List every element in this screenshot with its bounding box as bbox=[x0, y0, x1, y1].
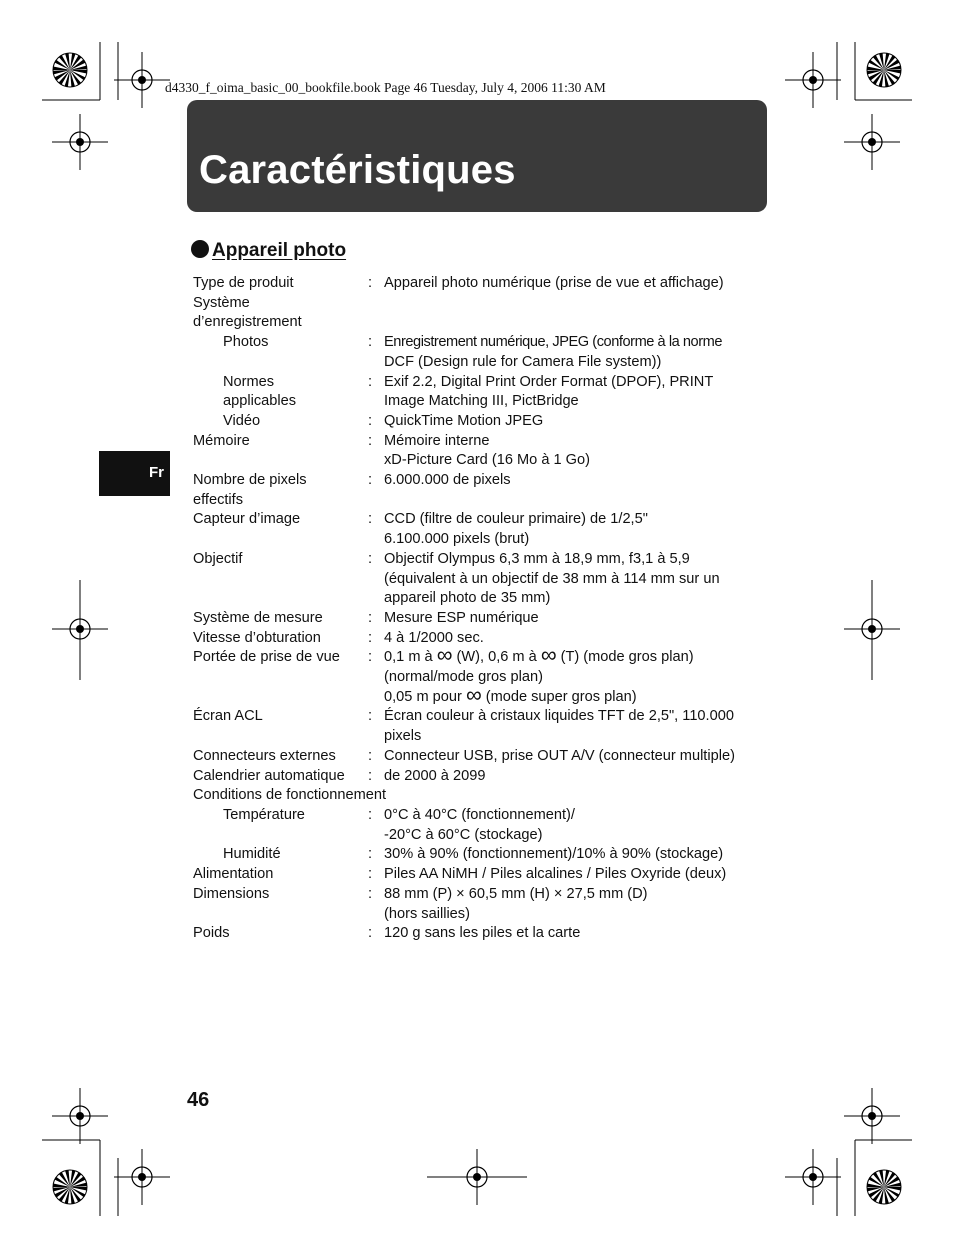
spec-value: QuickTime Motion JPEG bbox=[384, 412, 544, 429]
spec-label bbox=[193, 589, 368, 609]
spec-label: Nombre de pixels bbox=[193, 472, 307, 489]
spec-separator bbox=[368, 530, 384, 550]
spec-row bbox=[193, 905, 763, 925]
spec-value: Appareil photo numérique (prise de vue et affichage) bbox=[384, 275, 724, 291]
spec-value bbox=[384, 786, 763, 806]
spec-label: Mémoire bbox=[193, 432, 250, 449]
spec-separator: : bbox=[368, 925, 373, 942]
spec-value: 0°C à 40°C (fonctionnement)/ bbox=[384, 806, 575, 823]
spec-value bbox=[384, 294, 763, 314]
spec-value bbox=[384, 491, 763, 511]
spec-separator: : bbox=[368, 629, 373, 646]
spec-value: de 2000 à 2099 bbox=[384, 767, 486, 784]
spec-row bbox=[193, 530, 763, 550]
spec-label: Système bbox=[193, 294, 250, 311]
spec-row bbox=[193, 313, 763, 333]
spec-separator bbox=[368, 905, 384, 925]
spec-value-part: 0,1 m à bbox=[384, 649, 433, 666]
spec-value: Piles AA NiMH / Piles alcalines / Piles Oxyride (deux) bbox=[384, 866, 727, 883]
spec-separator: : bbox=[368, 866, 373, 883]
spec-label bbox=[193, 826, 368, 846]
spec-value: 30% à 90% (fonctionnement)/10% à 90% (stockage) bbox=[384, 846, 724, 863]
spec-row bbox=[193, 629, 763, 649]
spec-label bbox=[193, 688, 368, 708]
spec-separator: : bbox=[368, 550, 373, 567]
spec-separator: : bbox=[368, 767, 373, 784]
spec-row bbox=[193, 333, 763, 353]
page-number: 46 bbox=[187, 1089, 210, 1111]
spec-row bbox=[193, 747, 763, 767]
spec-row bbox=[193, 806, 763, 826]
spec-value: Écran couleur à cristaux liquides TFT de 2,5", 110.000 bbox=[384, 708, 734, 725]
spec-row bbox=[193, 845, 763, 865]
spec-value bbox=[384, 313, 763, 333]
spec-separator: : bbox=[368, 747, 373, 764]
spec-row bbox=[193, 826, 763, 846]
spec-separator bbox=[368, 353, 384, 373]
spec-label: applicables bbox=[223, 393, 297, 410]
spec-row bbox=[193, 767, 763, 787]
spec-label: d’enregistrement bbox=[193, 314, 302, 331]
spec-separator: : bbox=[368, 885, 373, 902]
section-heading bbox=[191, 240, 346, 262]
spec-separator bbox=[368, 294, 384, 314]
spec-label bbox=[193, 570, 368, 590]
spec-row bbox=[193, 589, 763, 609]
spec-row bbox=[193, 451, 763, 471]
spec-value-part: (T) (mode gros plan) bbox=[560, 649, 694, 666]
spec-row bbox=[193, 924, 763, 944]
spec-label bbox=[193, 905, 368, 925]
infinity-icon: ∞ bbox=[436, 642, 453, 668]
spec-separator bbox=[368, 589, 384, 609]
spec-table bbox=[193, 274, 763, 944]
spec-row bbox=[193, 727, 763, 747]
spec-label bbox=[193, 530, 368, 550]
spec-separator: : bbox=[368, 649, 373, 666]
spec-row bbox=[193, 786, 763, 806]
spec-label bbox=[193, 727, 368, 747]
spec-label: Conditions de fonctionnement bbox=[193, 787, 387, 804]
spec-row bbox=[193, 510, 763, 530]
spec-separator bbox=[368, 491, 384, 511]
spec-separator bbox=[368, 392, 384, 412]
spec-value: 88 mm (P) × 60,5 mm (H) × 27,5 mm (D) bbox=[384, 885, 648, 902]
spec-separator bbox=[368, 570, 384, 590]
spec-row bbox=[193, 550, 763, 570]
spec-label: Alimentation bbox=[193, 866, 274, 883]
spec-separator bbox=[368, 688, 384, 708]
spec-row bbox=[193, 373, 763, 393]
spec-row bbox=[193, 491, 763, 511]
spec-label: Système de mesure bbox=[193, 609, 323, 626]
spec-row bbox=[193, 412, 763, 432]
spec-value: Mémoire interne bbox=[384, 432, 490, 449]
spec-label: Température bbox=[223, 806, 305, 823]
spec-row bbox=[193, 432, 763, 452]
spec-value: -20°C à 60°C (stockage) bbox=[384, 826, 543, 843]
spec-value: 120 g sans les piles et la carte bbox=[384, 925, 581, 942]
spec-label: Type de produit bbox=[193, 275, 294, 291]
spec-value: appareil photo de 35 mm) bbox=[384, 590, 551, 607]
spec-separator: : bbox=[368, 609, 373, 626]
spec-separator bbox=[368, 313, 384, 333]
spec-value: Mesure ESP numérique bbox=[384, 609, 539, 626]
title-banner bbox=[187, 100, 767, 212]
spec-separator: : bbox=[368, 275, 373, 291]
spec-row bbox=[193, 353, 763, 373]
spec-value: 4 à 1/2000 sec. bbox=[384, 629, 484, 646]
spec-separator: : bbox=[368, 432, 373, 449]
spec-row bbox=[193, 570, 763, 590]
spec-row bbox=[193, 885, 763, 905]
section-title: Appareil photo bbox=[212, 240, 347, 261]
spec-label: Poids bbox=[193, 925, 230, 942]
spec-value: Image Matching III, PictBridge bbox=[384, 393, 579, 410]
spec-value: (équivalent à un objectif de 38 mm à 114 mm sur un bbox=[384, 570, 720, 587]
spec-value bbox=[384, 681, 763, 708]
spec-value-part: (W), 0,6 m à bbox=[456, 649, 537, 666]
spec-separator: : bbox=[368, 806, 373, 823]
spec-label: Humidité bbox=[223, 846, 281, 863]
spec-separator: : bbox=[368, 846, 373, 863]
spec-label: Écran ACL bbox=[193, 708, 263, 725]
spec-value: Objectif Olympus 6,3 mm à 18,9 mm, f3,1 à 5,9 bbox=[384, 550, 690, 567]
spec-value: (normal/mode gros plan) bbox=[384, 669, 543, 686]
spec-row bbox=[193, 681, 763, 708]
bullet-icon bbox=[191, 240, 209, 258]
spec-row bbox=[193, 609, 763, 629]
spec-value: (hors saillies) bbox=[384, 905, 470, 922]
spec-separator bbox=[368, 786, 384, 806]
spec-row bbox=[193, 392, 763, 412]
infinity-icon: ∞ bbox=[540, 642, 557, 668]
spec-row bbox=[193, 294, 763, 314]
spec-row bbox=[193, 274, 763, 294]
spec-value: pixels bbox=[384, 728, 422, 745]
spec-value: 6.100.000 pixels (brut) bbox=[384, 531, 530, 548]
spec-separator bbox=[368, 451, 384, 471]
spec-value: Connecteur USB, prise OUT A/V (connecteur multiple) bbox=[384, 747, 735, 764]
spec-label: Calendrier automatique bbox=[193, 767, 345, 784]
spec-value: Enregistrement numérique, JPEG (conforme à la norme bbox=[384, 334, 722, 351]
spec-value-part: 0,05 m pour bbox=[384, 688, 462, 705]
infinity-icon: ∞ bbox=[465, 681, 482, 707]
spec-label bbox=[193, 451, 368, 471]
spec-separator: : bbox=[368, 334, 373, 351]
spec-separator: : bbox=[368, 708, 373, 725]
spec-value: 6.000.000 de pixels bbox=[384, 472, 511, 489]
spec-label: Capteur d’image bbox=[193, 511, 301, 528]
file-header: d4330_f_oima_basic_00_bookfile.book Page 46 Tuesday, July 4, 2006 11:30 AM bbox=[165, 80, 606, 95]
spec-label: Vidéo bbox=[223, 412, 261, 429]
spec-value: xD-Picture Card (16 Mo à 1 Go) bbox=[384, 452, 591, 469]
spec-label bbox=[193, 353, 368, 373]
spec-value: DCF (Design rule for Camera File system)) bbox=[384, 353, 662, 370]
language-tab: Fr bbox=[99, 451, 170, 496]
spec-separator: : bbox=[368, 472, 373, 489]
spec-value bbox=[384, 642, 763, 668]
spec-label: Normes bbox=[223, 373, 275, 390]
spec-label: Dimensions bbox=[193, 885, 270, 902]
spec-separator bbox=[368, 727, 384, 747]
spec-value: Exif 2.2, Digital Print Order Format (DPOF), PRINT bbox=[384, 373, 714, 390]
spec-row bbox=[193, 707, 763, 727]
spec-separator: : bbox=[368, 373, 373, 390]
spec-row bbox=[193, 642, 763, 668]
spec-label: effectifs bbox=[193, 491, 244, 508]
spec-value: CCD (filtre de couleur primaire) de 1/2,5" bbox=[384, 511, 648, 528]
spec-label: Objectif bbox=[193, 550, 243, 567]
spec-label: Portée de prise de vue bbox=[193, 649, 340, 666]
spec-separator bbox=[368, 826, 384, 846]
page-title: Caractéristiques bbox=[199, 148, 516, 192]
spec-label: Vitesse d’obturation bbox=[193, 629, 321, 646]
spec-label: Connecteurs externes bbox=[193, 747, 336, 764]
spec-separator: : bbox=[368, 412, 373, 429]
spec-separator: : bbox=[368, 511, 373, 528]
spec-separator bbox=[368, 668, 384, 688]
spec-label: Photos bbox=[223, 334, 269, 351]
spec-row bbox=[193, 865, 763, 885]
spec-value-part: (mode super gros plan) bbox=[485, 688, 637, 705]
spec-label bbox=[193, 668, 368, 688]
spec-row bbox=[193, 471, 763, 491]
